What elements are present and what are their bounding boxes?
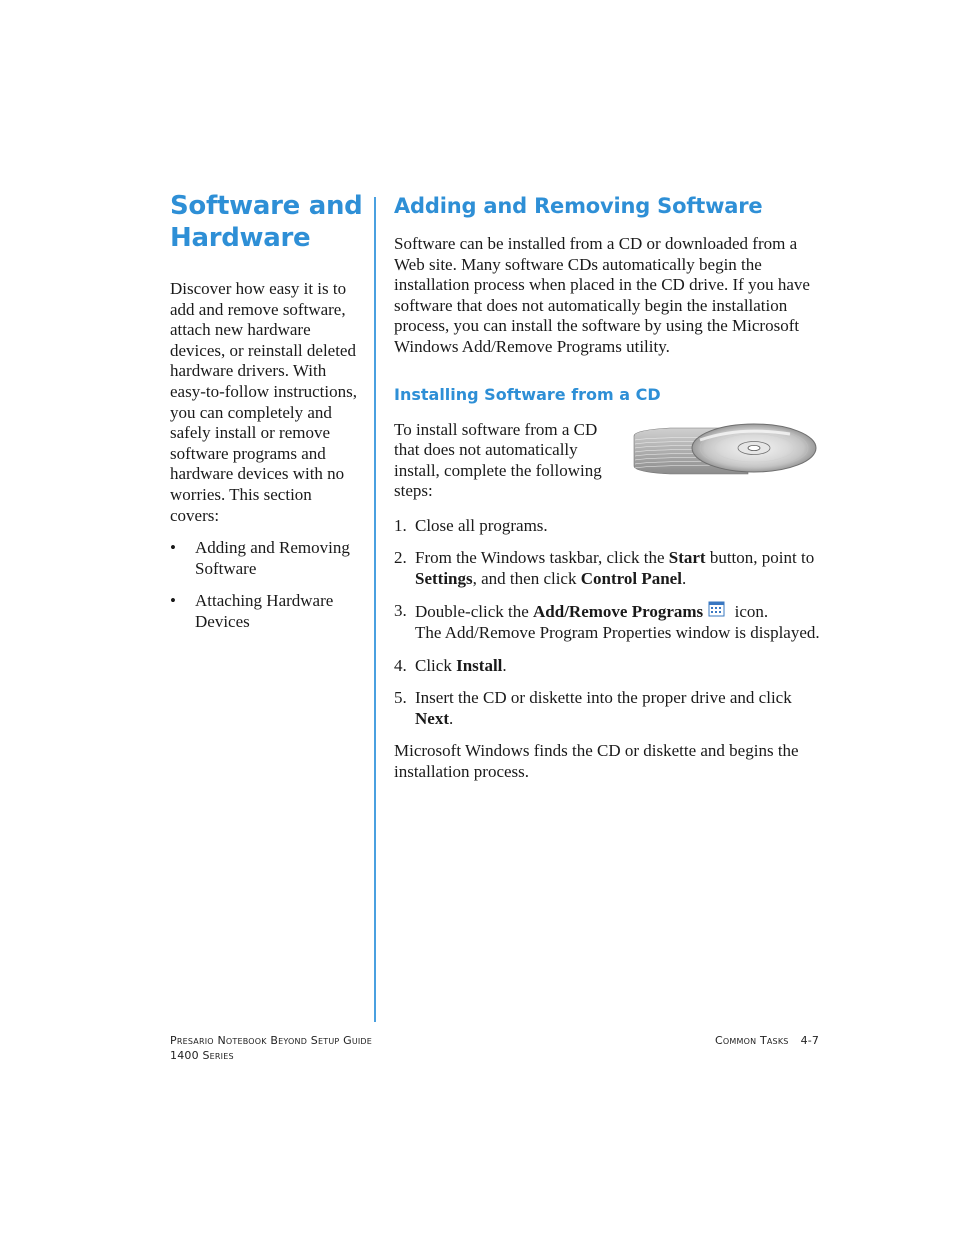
main-heading: Adding and Removing Software [394, 194, 763, 218]
cd-intro-block [394, 420, 824, 504]
cd-stack-illustration [630, 420, 820, 482]
step-item [394, 656, 824, 677]
step-text: From the Windows taskbar, click the [415, 548, 669, 568]
step-text: Insert the CD or diskette into the proper drive and click [415, 688, 792, 708]
footer-section [715, 1033, 819, 1048]
step-number: 5. [394, 688, 407, 708]
sub-heading: Installing Software from a CD [394, 384, 661, 404]
covers-item-label: Attaching Hardware Devices [195, 591, 334, 631]
step-item [394, 548, 824, 589]
cd-intro: To install software from a CD that does not automatically install, complete the following steps: [394, 419, 602, 501]
step-number: 3. [394, 601, 407, 621]
footer-series-line: 1400 Series [170, 1049, 234, 1062]
footer-title-line: Presario Notebook Beyond Setup Guide [170, 1034, 373, 1047]
start-label: Start [668, 548, 706, 568]
page-number: 4-7 [800, 1034, 820, 1047]
settings-label: Settings [415, 568, 473, 588]
install-label: Install [456, 655, 503, 675]
step-text: . [448, 708, 454, 728]
bullet: • [170, 591, 176, 611]
step-text: icon. [730, 602, 769, 622]
bullet: • [170, 538, 176, 558]
closing-paragraph: Microsoft Windows finds the CD or diskette and begins the installation process. [394, 741, 799, 781]
sidebar-intro: Discover how easy it is to add and remove software, attach new hardware devices, or reinstall deleted hardware drivers. With easy-to-follow instructions, you can completely and safely install or remove software programs and hardware devices with no worries. This section covers: [170, 279, 357, 525]
add-remove-programs-icon [708, 601, 726, 618]
step-item [394, 601, 824, 643]
add-remove-programs-label: Add/Remove Programs [533, 602, 704, 622]
covers-item [170, 591, 365, 632]
footer-book-title [170, 1033, 372, 1063]
step-number: 2. [394, 548, 407, 568]
step-number: 4. [394, 655, 407, 675]
covers-list [170, 538, 365, 632]
steps-list [394, 516, 824, 730]
step-text: Close all programs. [415, 515, 548, 535]
column-divider [374, 197, 376, 1022]
step-text: . [681, 568, 687, 588]
step-item [394, 516, 824, 537]
step-text: The Add/Remove Program Properties window is displayed. [415, 622, 820, 642]
control-panel-label: Control Panel [580, 568, 682, 588]
step-text: Double-click the [415, 602, 534, 622]
step-text: . [502, 655, 507, 675]
sidebar-column [170, 190, 365, 645]
step-text: , and then click [472, 568, 581, 588]
step-text: Click [415, 655, 457, 675]
step-item [394, 688, 824, 729]
footer-section-name: Common Tasks [715, 1034, 789, 1047]
main-column [394, 190, 824, 783]
section-title: Software and Hardware [170, 191, 363, 253]
next-label: Next [415, 708, 449, 728]
covers-item-label: Adding and Removing Software [195, 538, 350, 578]
step-text: button, point to [705, 548, 815, 568]
covers-item [170, 538, 365, 579]
step-number: 1. [394, 515, 407, 535]
main-intro: Software can be installed from a CD or downloaded from a Web site. Many software CDs automatically begin the installation process when placed in the CD drive. If you have software that does not automatically begin the installation process, you can install the software by using the Microsoft Windows Add/Remove Programs utility. [394, 234, 810, 356]
